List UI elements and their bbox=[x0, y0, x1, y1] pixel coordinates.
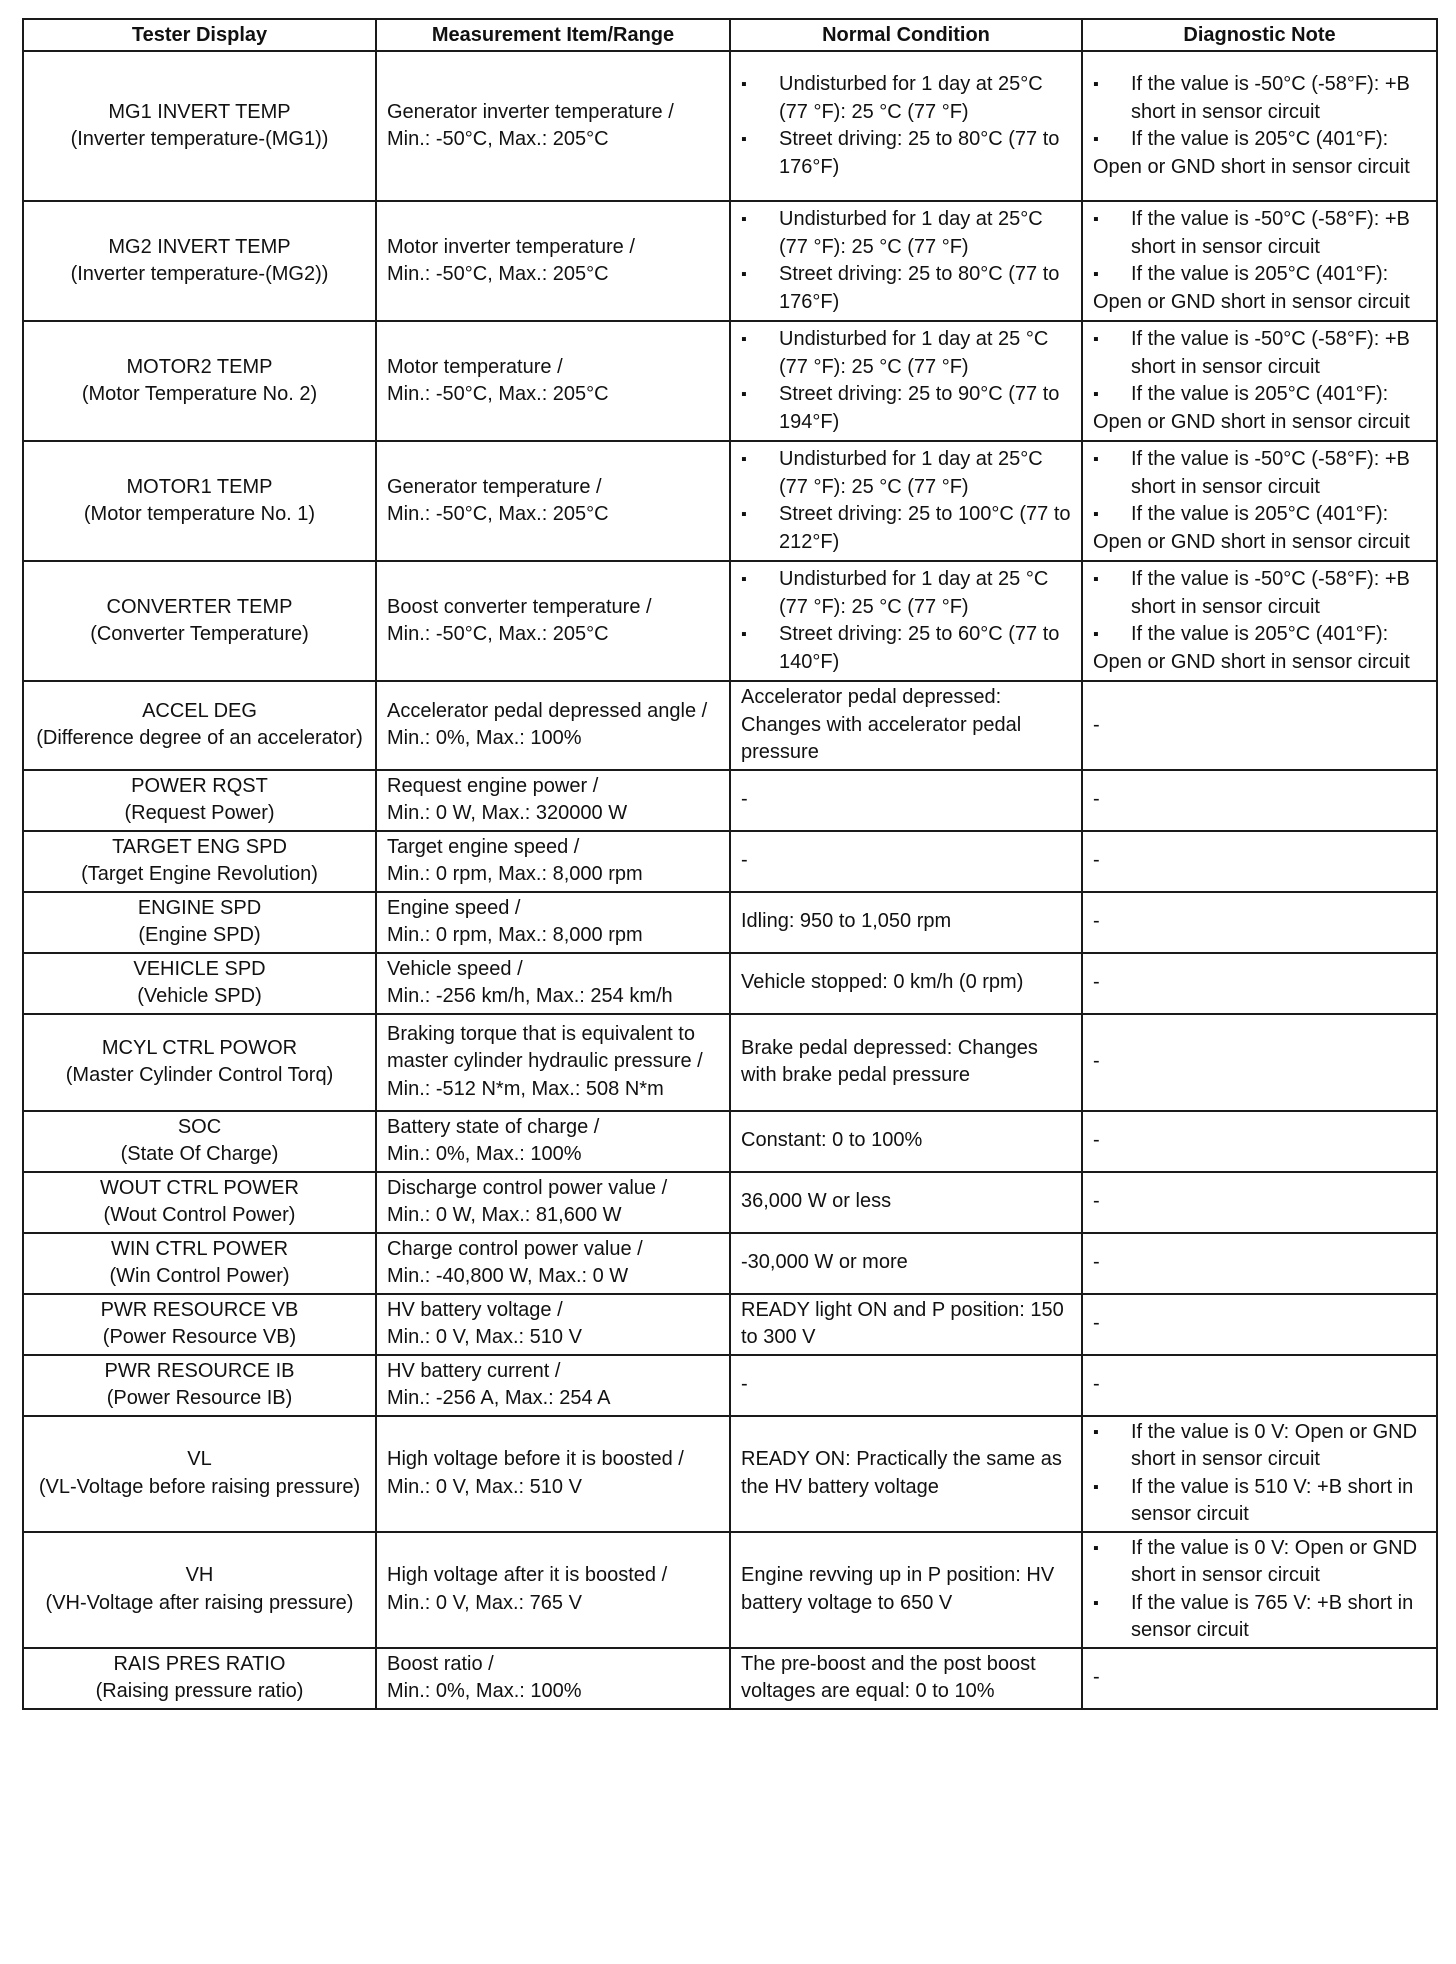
table-body bbox=[23, 51, 1437, 1709]
diagnostic-note-list bbox=[1093, 71, 1426, 154]
tester-display-cell bbox=[23, 953, 376, 1014]
normal-condition-bullet: ▪ Street driving: 25 to 90°C (77 to 194°F) bbox=[741, 381, 1071, 436]
tester-display-line: ACCEL DEG bbox=[142, 699, 257, 722]
diagnostic-note-text: - bbox=[1093, 1373, 1100, 1396]
normal-condition-list bbox=[741, 446, 1071, 556]
normal-condition-bullet: ▪ Undisturbed for 1 day at 25°C (77 °F): 25 °C (77 °F) bbox=[741, 206, 1071, 261]
normal-condition-text: The pre-boost and the post boost voltages are equal: 0 to 10% bbox=[741, 1652, 1036, 1702]
diagnostic-note-bullet: ▪ If the value is 205°C (401°F): bbox=[1093, 381, 1426, 409]
diagnostic-note-cell bbox=[1082, 1648, 1437, 1709]
normal-condition-list bbox=[741, 566, 1071, 676]
measurement-line: Boost ratio / bbox=[387, 1652, 494, 1675]
diagnostic-note-bullet: ▪ If the value is 510 V: +B short in sensor circuit bbox=[1093, 1474, 1426, 1529]
tester-display-line: (Master Cylinder Control Torq) bbox=[65, 1064, 334, 1086]
tester-display-line: MG2 INVERT TEMP bbox=[108, 235, 291, 258]
measurement-line: Min.: -50°C, Max.: 205°C bbox=[387, 128, 609, 150]
diagnostic-note-cell bbox=[1082, 1233, 1437, 1294]
normal-condition-bullet: ▪ Undisturbed for 1 day at 25°C (77 °F): 25 °C (77 °F) bbox=[741, 446, 1071, 501]
normal-condition-text: Accelerator pedal depressed: Changes with accelerator pedal pressure bbox=[741, 686, 1022, 763]
diagnostic-note-bullet: ▪ If the value is 205°C (401°F): bbox=[1093, 501, 1426, 529]
diagnostic-note-bullet: ▪ If the value is -50°C (-58°F): +B short in sensor circuit bbox=[1093, 206, 1426, 261]
diagnostic-note-list bbox=[1093, 1535, 1426, 1645]
tester-display-line: (Motor temperature No. 1) bbox=[83, 503, 316, 525]
table-row bbox=[23, 441, 1437, 561]
normal-condition-bullet: ▪ Street driving: 25 to 100°C (77 to 212°F) bbox=[741, 501, 1071, 556]
diagnostic-note-cell bbox=[1082, 681, 1437, 770]
diagnostic-note-list bbox=[1093, 1419, 1426, 1529]
table-row bbox=[23, 1355, 1437, 1416]
table-row bbox=[23, 1111, 1437, 1172]
normal-condition-text: Engine revving up in P position: HV battery voltage to 650 V bbox=[741, 1564, 1055, 1614]
tester-display-line: SOC bbox=[177, 1115, 222, 1138]
table-row bbox=[23, 892, 1437, 953]
normal-condition-cell bbox=[730, 321, 1082, 441]
measurement-cell bbox=[376, 1233, 730, 1294]
normal-condition-text: - bbox=[741, 1373, 748, 1396]
table-row bbox=[23, 201, 1437, 321]
diagnostic-note-cell bbox=[1082, 201, 1437, 321]
measurement-cell bbox=[376, 831, 730, 892]
normal-condition-text: 36,000 W or less bbox=[741, 1190, 892, 1213]
diagnostic-note-cell bbox=[1082, 1014, 1437, 1111]
tester-display-cell bbox=[23, 1233, 376, 1294]
table-row bbox=[23, 1233, 1437, 1294]
diagnostic-note-cell bbox=[1082, 953, 1437, 1014]
normal-condition-cell bbox=[730, 892, 1082, 953]
header-measurement-item: Measurement Item/Range bbox=[376, 19, 730, 51]
tester-display-line: (Power Resource VB) bbox=[102, 1326, 297, 1348]
measurement-line: Min.: 0%, Max.: 100% bbox=[387, 1680, 582, 1702]
diagnostic-note-tail: Open or GND short in sensor circuit bbox=[1093, 530, 1410, 553]
tester-display-line: MCYL CTRL POWOR bbox=[101, 1036, 298, 1059]
measurement-line: High voltage after it is boosted / bbox=[387, 1564, 668, 1586]
measurement-cell bbox=[376, 1014, 730, 1111]
tester-display-line: VL bbox=[187, 1448, 212, 1470]
normal-condition-text: Vehicle stopped: 0 km/h (0 rpm) bbox=[741, 971, 1024, 994]
measurement-cell bbox=[376, 1172, 730, 1233]
normal-condition-cell bbox=[730, 51, 1082, 201]
normal-condition-bullet: ▪ Undisturbed for 1 day at 25°C (77 °F): 25 °C (77 °F) bbox=[741, 71, 1071, 126]
tester-display-line: (Target Engine Revolution) bbox=[81, 863, 318, 885]
tester-display-cell bbox=[23, 561, 376, 681]
tester-display-line: ENGINE SPD bbox=[137, 896, 262, 919]
table-row bbox=[23, 953, 1437, 1014]
measurement-cell bbox=[376, 892, 730, 953]
normal-condition-text: - bbox=[741, 788, 748, 811]
diagnostic-note-text: - bbox=[1093, 788, 1100, 811]
diagnostic-note-cell bbox=[1082, 1294, 1437, 1355]
tester-display-line: (Engine SPD) bbox=[138, 924, 261, 946]
measurement-line: Min.: -50°C, Max.: 205°C bbox=[387, 263, 609, 285]
measurement-line: Request engine power / bbox=[387, 774, 599, 797]
diagnostic-note-bullet: ▪ If the value is 0 V: Open or GND short in sensor circuit bbox=[1093, 1535, 1426, 1590]
tester-display-line: (Motor Temperature No. 2) bbox=[81, 383, 318, 405]
diagnostic-note-text: - bbox=[1093, 1312, 1100, 1335]
measurement-line: Min.: 0 V, Max.: 765 V bbox=[387, 1591, 582, 1614]
diagnostic-note-text: - bbox=[1093, 910, 1100, 933]
measurement-line: Min.: -50°C, Max.: 205°C bbox=[387, 503, 609, 525]
tester-display-line: RAIS PRES RATIO bbox=[113, 1652, 286, 1675]
measurement-cell bbox=[376, 1111, 730, 1172]
normal-condition-list bbox=[741, 206, 1071, 316]
tester-display-cell bbox=[23, 681, 376, 770]
normal-condition-cell bbox=[730, 1172, 1082, 1233]
measurement-line: Min.: 0%, Max.: 100% bbox=[387, 727, 582, 750]
measurement-line: Generator inverter temperature / bbox=[387, 100, 674, 123]
table-row bbox=[23, 1014, 1437, 1111]
normal-condition-cell bbox=[730, 1233, 1082, 1294]
diagnostic-note-list bbox=[1093, 206, 1426, 289]
tester-display-line: MOTOR1 TEMP bbox=[126, 475, 273, 498]
tester-display-line: (VL-Voltage before raising pressure) bbox=[38, 1475, 361, 1498]
measurement-cell bbox=[376, 1355, 730, 1416]
measurement-cell bbox=[376, 681, 730, 770]
tester-display-line: WOUT CTRL POWER bbox=[100, 1176, 299, 1199]
measurement-cell bbox=[376, 201, 730, 321]
measurement-line: Min.: 0 V, Max.: 510 V bbox=[387, 1326, 582, 1348]
diagnostic-note-list bbox=[1093, 446, 1426, 529]
diagnostic-note-cell bbox=[1082, 892, 1437, 953]
tester-display-line: (Difference degree of an accelerator) bbox=[36, 727, 363, 750]
normal-condition-cell bbox=[730, 201, 1082, 321]
measurement-line: Boost converter temperature / bbox=[387, 595, 652, 618]
measurement-cell bbox=[376, 953, 730, 1014]
normal-condition-cell bbox=[730, 1532, 1082, 1648]
diagnostic-note-bullet: ▪ If the value is 205°C (401°F): bbox=[1093, 621, 1426, 649]
diagnostic-note-cell bbox=[1082, 1532, 1437, 1648]
measurement-line: Engine speed / bbox=[387, 896, 521, 919]
diagnostic-note-tail: Open or GND short in sensor circuit bbox=[1093, 155, 1410, 178]
diagnostic-note-cell bbox=[1082, 770, 1437, 831]
tester-display-line: POWER RQST bbox=[131, 774, 268, 797]
tester-display-cell bbox=[23, 892, 376, 953]
tester-display-cell bbox=[23, 1111, 376, 1172]
diagnostic-note-bullet: ▪ If the value is -50°C (-58°F): +B short in sensor circuit bbox=[1093, 326, 1426, 381]
data-list-table bbox=[22, 18, 1438, 1710]
normal-condition-text: Constant: 0 to 100% bbox=[741, 1129, 923, 1152]
tester-display-line: VH bbox=[185, 1564, 214, 1586]
measurement-line: Vehicle speed / bbox=[387, 957, 523, 980]
measurement-line: High voltage before it is boosted / bbox=[387, 1448, 684, 1470]
measurement-line: Target engine speed / bbox=[387, 835, 580, 858]
table-row bbox=[23, 1532, 1437, 1648]
tester-display-line: TARGET ENG SPD bbox=[112, 835, 287, 858]
tester-display-cell bbox=[23, 831, 376, 892]
diagnostic-note-text: - bbox=[1093, 1129, 1100, 1152]
table-row bbox=[23, 561, 1437, 681]
diagnostic-note-text: - bbox=[1093, 849, 1100, 872]
normal-condition-bullet: ▪ Street driving: 25 to 80°C (77 to 176°F) bbox=[741, 126, 1071, 181]
tester-display-cell bbox=[23, 51, 376, 201]
tester-display-line: (Power Resource IB) bbox=[106, 1387, 293, 1409]
normal-condition-cell bbox=[730, 1111, 1082, 1172]
measurement-cell bbox=[376, 1294, 730, 1355]
measurement-line: Motor inverter temperature / bbox=[387, 235, 635, 258]
normal-condition-cell bbox=[730, 561, 1082, 681]
header-diagnostic-note: Diagnostic Note bbox=[1082, 19, 1437, 51]
diagnostic-note-tail: Open or GND short in sensor circuit bbox=[1093, 290, 1410, 313]
normal-condition-cell bbox=[730, 770, 1082, 831]
tester-display-cell bbox=[23, 321, 376, 441]
normal-condition-cell bbox=[730, 953, 1082, 1014]
normal-condition-bullet: ▪ Undisturbed for 1 day at 25 °C (77 °F): 25 °C (77 °F) bbox=[741, 326, 1071, 381]
diagnostic-note-cell bbox=[1082, 831, 1437, 892]
measurement-line: Battery state of charge / bbox=[387, 1115, 600, 1138]
measurement-cell bbox=[376, 441, 730, 561]
diagnostic-note-bullet: ▪ If the value is 0 V: Open or GND short in sensor circuit bbox=[1093, 1419, 1426, 1474]
diagnostic-note-text: - bbox=[1093, 1666, 1100, 1689]
measurement-line: Min.: 0 W, Max.: 320000 W bbox=[387, 802, 628, 824]
diagnostic-note-text: - bbox=[1093, 713, 1100, 736]
tester-display-cell bbox=[23, 1294, 376, 1355]
normal-condition-cell bbox=[730, 681, 1082, 770]
normal-condition-text: - bbox=[741, 849, 748, 872]
table-row bbox=[23, 1172, 1437, 1233]
measurement-line: Min.: -512 N*m, Max.: 508 N*m bbox=[387, 1077, 664, 1100]
measurement-cell bbox=[376, 770, 730, 831]
measurement-line: Discharge control power value / bbox=[387, 1176, 668, 1199]
table-row bbox=[23, 51, 1437, 201]
normal-condition-list bbox=[741, 326, 1071, 436]
diagnostic-note-list bbox=[1093, 326, 1426, 409]
header-tester-display: Tester Display bbox=[23, 19, 376, 51]
normal-condition-cell bbox=[730, 1355, 1082, 1416]
normal-condition-cell bbox=[730, 1294, 1082, 1355]
measurement-line: Min.: -256 km/h, Max.: 254 km/h bbox=[387, 985, 673, 1007]
tester-display-cell bbox=[23, 1532, 376, 1648]
normal-condition-cell bbox=[730, 441, 1082, 561]
normal-condition-bullet: ▪ Street driving: 25 to 80°C (77 to 176°F) bbox=[741, 261, 1071, 316]
tester-display-line: PWR RESOURCE VB bbox=[100, 1298, 299, 1321]
measurement-cell bbox=[376, 561, 730, 681]
tester-display-line: (Wout Control Power) bbox=[103, 1204, 296, 1226]
normal-condition-cell bbox=[730, 831, 1082, 892]
tester-display-cell bbox=[23, 1416, 376, 1532]
tester-display-line: VEHICLE SPD bbox=[133, 957, 266, 980]
normal-condition-text: READY light ON and P position: 150 to 300 V bbox=[741, 1298, 1064, 1348]
diagnostic-note-cell bbox=[1082, 1416, 1437, 1532]
measurement-line: Min.: -50°C, Max.: 205°C bbox=[387, 383, 609, 405]
diagnostic-note-bullet: ▪ If the value is -50°C (-58°F): +B short in sensor circuit bbox=[1093, 566, 1426, 621]
tester-display-line: (State Of Charge) bbox=[120, 1143, 279, 1165]
diagnostic-note-text: - bbox=[1093, 1050, 1100, 1073]
diagnostic-note-text: - bbox=[1093, 971, 1100, 994]
normal-condition-text: Brake pedal depressed: Changes with brake pedal pressure bbox=[741, 1036, 1038, 1086]
measurement-line: Min.: 0 rpm, Max.: 8,000 rpm bbox=[387, 924, 643, 946]
tester-display-line: (Inverter temperature-(MG2)) bbox=[70, 263, 329, 285]
normal-condition-bullet: ▪ Undisturbed for 1 day at 25 °C (77 °F): 25 °C (77 °F) bbox=[741, 566, 1071, 621]
diagnostic-note-cell bbox=[1082, 51, 1437, 201]
table-row bbox=[23, 681, 1437, 770]
diagnostic-note-bullet: ▪ If the value is 205°C (401°F): bbox=[1093, 261, 1426, 289]
normal-condition-cell bbox=[730, 1648, 1082, 1709]
tester-display-line: MOTOR2 TEMP bbox=[126, 355, 273, 378]
tester-display-line: (Request Power) bbox=[124, 802, 275, 824]
tester-display-line: (Inverter temperature-(MG1)) bbox=[70, 128, 329, 150]
measurement-line: Min.: 0%, Max.: 100% bbox=[387, 1143, 582, 1165]
table-row bbox=[23, 1416, 1437, 1532]
tester-display-line: MG1 INVERT TEMP bbox=[108, 100, 291, 123]
normal-condition-text: -30,000 W or more bbox=[741, 1251, 908, 1274]
tester-display-line: (Converter Temperature) bbox=[90, 623, 309, 645]
tester-display-cell bbox=[23, 1355, 376, 1416]
tester-display-line: (Win Control Power) bbox=[109, 1265, 290, 1287]
diagnostic-note-tail: Open or GND short in sensor circuit bbox=[1093, 650, 1410, 673]
measurement-line: Motor temperature / bbox=[387, 355, 563, 378]
diagnostic-note-cell bbox=[1082, 1355, 1437, 1416]
diagnostic-note-cell bbox=[1082, 561, 1437, 681]
table-row bbox=[23, 770, 1437, 831]
tester-display-cell bbox=[23, 201, 376, 321]
normal-condition-text: Idling: 950 to 1,050 rpm bbox=[741, 910, 952, 933]
measurement-line: Min.: -40,800 W, Max.: 0 W bbox=[387, 1265, 629, 1287]
diagnostic-note-bullet: ▪ If the value is -50°C (-58°F): +B short in sensor circuit bbox=[1093, 446, 1426, 501]
measurement-line: HV battery voltage / bbox=[387, 1298, 563, 1321]
tester-display-line: CONVERTER TEMP bbox=[106, 595, 293, 618]
measurement-line: Min.: -256 A, Max.: 254 A bbox=[387, 1387, 611, 1409]
diagnostic-note-list bbox=[1093, 566, 1426, 649]
measurement-line: Min.: 0 W, Max.: 81,600 W bbox=[387, 1204, 622, 1226]
tester-display-cell bbox=[23, 1014, 376, 1111]
table-row bbox=[23, 1294, 1437, 1355]
measurement-line: Min.: 0 rpm, Max.: 8,000 rpm bbox=[387, 863, 643, 885]
table-row bbox=[23, 831, 1437, 892]
header-row bbox=[23, 19, 1437, 51]
tester-display-cell bbox=[23, 1172, 376, 1233]
diagnostic-note-cell bbox=[1082, 1111, 1437, 1172]
measurement-cell bbox=[376, 51, 730, 201]
diagnostic-note-bullet: ▪ If the value is 205°C (401°F): bbox=[1093, 126, 1426, 154]
measurement-cell bbox=[376, 1416, 730, 1532]
measurement-line: Charge control power value / bbox=[387, 1237, 643, 1260]
tester-display-line: PWR RESOURCE IB bbox=[104, 1359, 295, 1382]
diagnostic-note-tail: Open or GND short in sensor circuit bbox=[1093, 410, 1410, 433]
table-row bbox=[23, 321, 1437, 441]
measurement-cell bbox=[376, 1648, 730, 1709]
measurement-line: Braking torque that is equivalent to master cylinder hydraulic pressure / bbox=[387, 1022, 703, 1073]
measurement-line: Min.: 0 V, Max.: 510 V bbox=[387, 1475, 582, 1498]
tester-display-line: WIN CTRL POWER bbox=[110, 1237, 289, 1260]
diagnostic-note-text: - bbox=[1093, 1190, 1100, 1213]
measurement-line: Min.: -50°C, Max.: 205°C bbox=[387, 623, 609, 645]
normal-condition-cell bbox=[730, 1416, 1082, 1532]
diagnostic-note-cell bbox=[1082, 441, 1437, 561]
header-normal-condition: Normal Condition bbox=[730, 19, 1082, 51]
measurement-line: Generator temperature / bbox=[387, 475, 602, 498]
measurement-line: HV battery current / bbox=[387, 1359, 561, 1382]
normal-condition-text: READY ON: Practically the same as the HV battery voltage bbox=[741, 1448, 1062, 1498]
table-row bbox=[23, 1648, 1437, 1709]
diagnostic-note-text: - bbox=[1093, 1251, 1100, 1274]
measurement-cell bbox=[376, 321, 730, 441]
measurement-cell bbox=[376, 1532, 730, 1648]
tester-display-cell bbox=[23, 1648, 376, 1709]
tester-display-line: (Vehicle SPD) bbox=[137, 985, 262, 1007]
tester-display-cell bbox=[23, 770, 376, 831]
measurement-line: Accelerator pedal depressed angle / bbox=[387, 699, 708, 722]
diagnostic-note-bullet: ▪ If the value is -50°C (-58°F): +B short in sensor circuit bbox=[1093, 71, 1426, 126]
diagnostic-note-cell bbox=[1082, 1172, 1437, 1233]
tester-display-line: (Raising pressure ratio) bbox=[95, 1680, 304, 1702]
data-list-sheet bbox=[22, 18, 1436, 1710]
normal-condition-bullet: ▪ Street driving: 25 to 60°C (77 to 140°F) bbox=[741, 621, 1071, 676]
tester-display-line: (VH-Voltage after raising pressure) bbox=[45, 1591, 354, 1614]
normal-condition-cell bbox=[730, 1014, 1082, 1111]
tester-display-cell bbox=[23, 441, 376, 561]
normal-condition-list bbox=[741, 71, 1071, 181]
diagnostic-note-cell bbox=[1082, 321, 1437, 441]
diagnostic-note-bullet: ▪ If the value is 765 V: +B short in sensor circuit bbox=[1093, 1590, 1426, 1645]
